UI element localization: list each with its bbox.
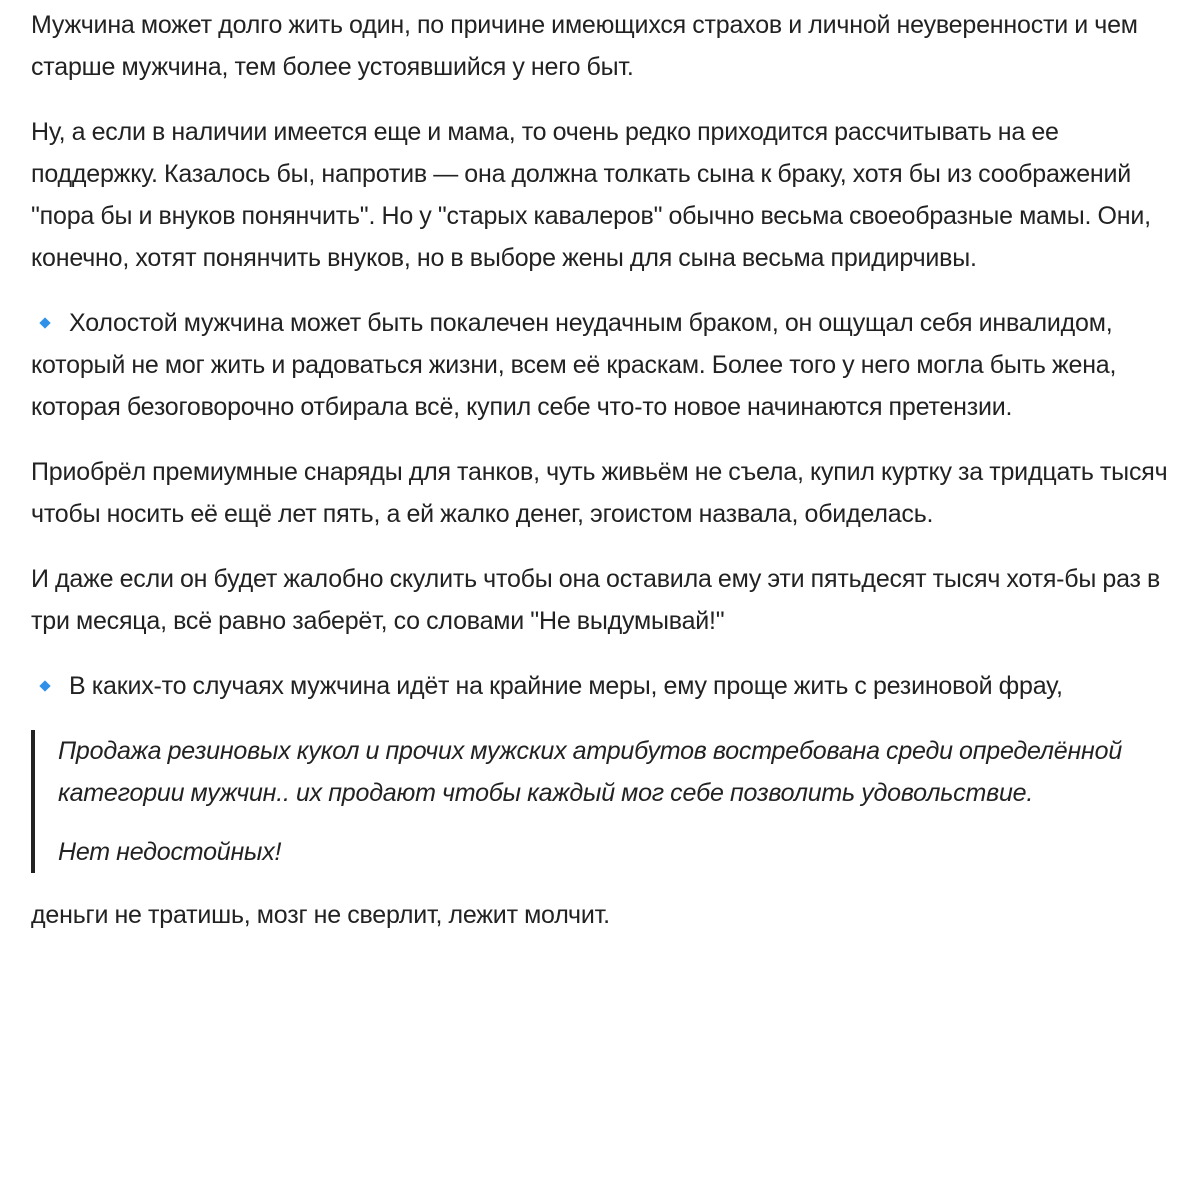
bullet-paragraph [31,302,1176,428]
paragraph: Мужчина может долго жить один, по причине имеющихся страхов и личной неуверенности и чем старше мужчина, тем более устоявшийся у него быт. [31,11,1138,81]
paragraph: И даже если он будет жалобно скулить чтобы она оставила ему эти пятьдесят тысяч хотя-бы раз в три месяца, всё равно заберёт, со словами "Не выдумывай!" [31,565,1161,635]
bullet-paragraph [31,665,1176,707]
quote-paragraph: Продажа резиновых кукол и прочих мужских атрибутов востребована среди определённой категории мужчин.. их продают чтобы каждый мог себе позволить удовольствие. [58,737,1123,807]
blockquote [31,730,1176,873]
article-body [31,4,1176,959]
paragraph: Ну, а если в наличии имеется еще и мама, то очень редко приходится рассчитывать на ее поддержку. Казалось бы, напротив — она должна толкать сына к браку, хотя бы из соображений "пора бы и внуков понянчить". Но у "старых кавалеров" обычно весьма своеобразные мамы. Они, конечно, хотят понянчить внуков, но в выборе жены для сына весьма придирчивы. [31,118,1151,272]
bullet-paragraph-text: Холостой мужчина может быть покалечен неудачным браком, он ощущал себя инвалидом, который не мог жить и радоваться жизни, всем её краскам. Более того у него могла быть жена, которая безоговорочно отбирала всё, купил себе что-то новое начинаются претензии. [31,309,1117,421]
diamond-icon [39,680,50,691]
diamond-icon [39,317,50,328]
paragraph: Приобрёл премиумные снаряды для танков, чуть живьём не съела, купил куртку за тридцать тысяч чтобы носить её ещё лет пять, а ей жалко денег, эгоистом назвала, обиделась. [31,458,1168,528]
bullet-paragraph-text: В каких-то случаях мужчина идёт на крайние меры, ему проще жить с резиновой фрау, [69,672,1063,700]
paragraph: деньги не тратишь, мозг не сверлит, лежит молчит. [31,901,610,929]
quote-paragraph: Нет недостойных! [58,838,282,866]
